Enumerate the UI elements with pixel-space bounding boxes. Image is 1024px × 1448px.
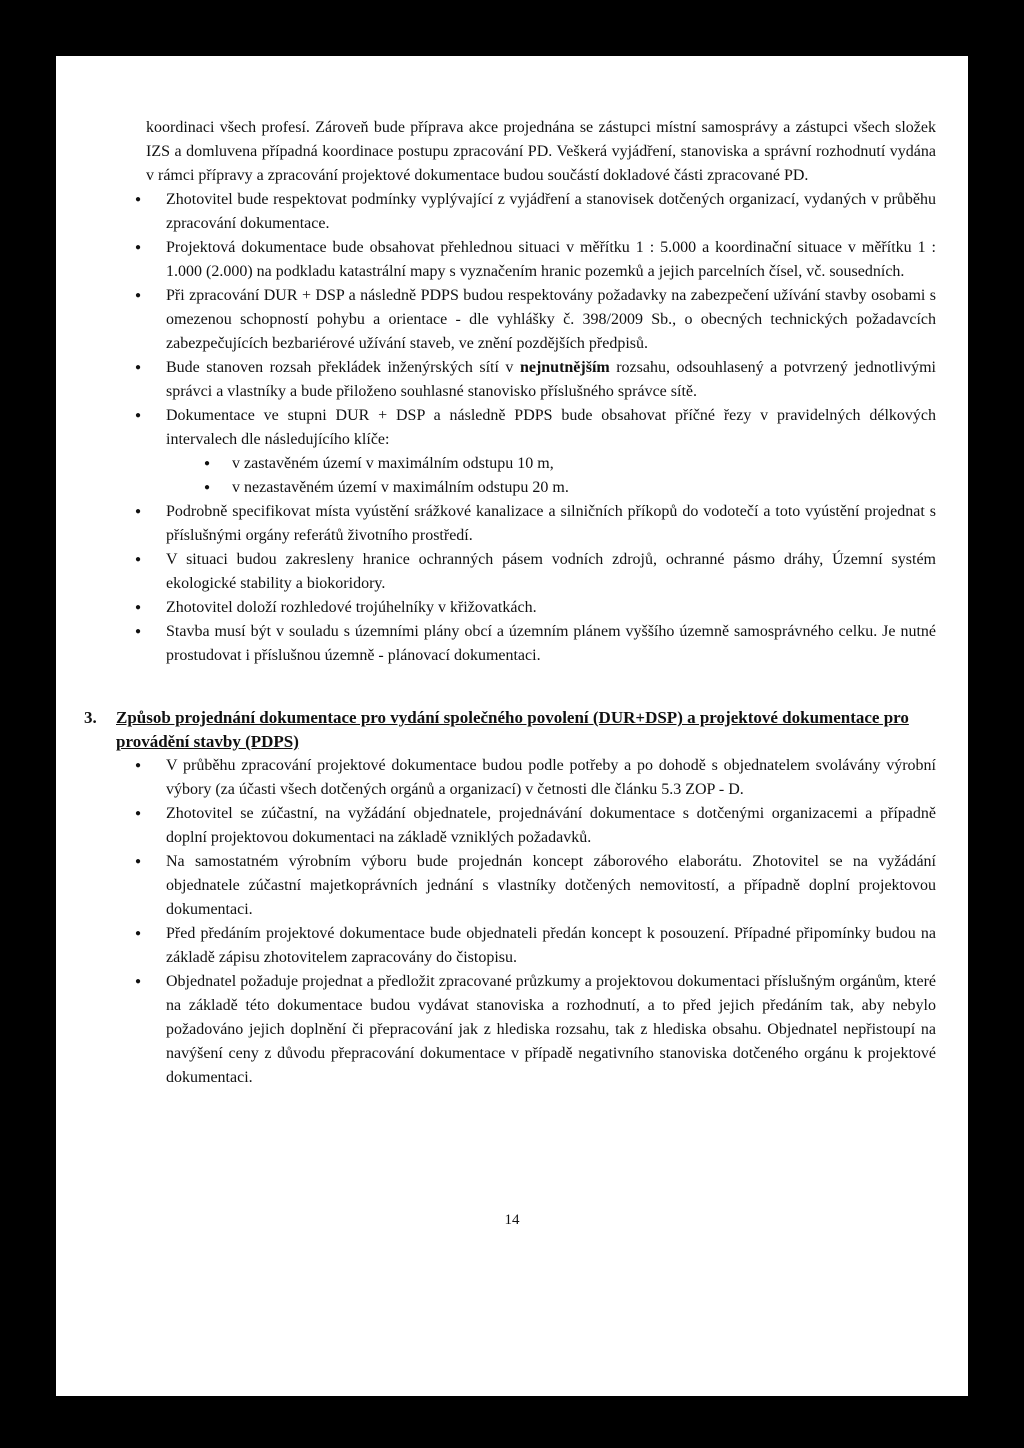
interval-sublist: [166, 452, 936, 500]
list-item: ● Na samostatném výrobním výboru bude projednán koncept záborového elaborátu. Zhotovitel se na vyžádání objednatele zúčastní majetkoprávních jednání s vlastníky dotčených nemovitostí, a případně doplní projektovou dokumentaci.: [146, 850, 936, 922]
list-item: ● Podrobně specifikovat místa vyústění srážkové kanalizace a silničních příkopů do vodotečí a toto vyústění projednat s příslušnými orgány referátů životního prostředí.: [146, 500, 936, 548]
document-page: [56, 56, 968, 1396]
section-title: Způsob projednání dokumentace pro vydání společného povolení (DUR+DSP) a projektové dokumentace pro provádění stavby (PDPS): [116, 708, 909, 751]
relocation-emphasis: nejnutnějším: [519, 359, 610, 376]
list-item: ● Před předáním projektové dokumentace bude objednateli předán koncept k posouzení. Případné připomínky budou na základě zápisu zhotovitelem zapracovány do čistopisu.: [146, 922, 936, 970]
requirements-list: [146, 188, 936, 668]
list-item: ● V situaci budou zakresleny hranice ochranných pásem vodních zdrojů, ochranné pásmo dráhy, Územní systém ekologické stability a biokoridory.: [146, 548, 936, 596]
list-item-relocation: [146, 356, 936, 404]
section-number: 3.: [84, 708, 97, 727]
list-item: ● Při zpracování DUR + DSP a následně PDPS budou respektovány požadavky na zabezpečení užívání stavby osobami s omezenou schopností pohybu a orientace - dle vyhlášky č. 398/2009 Sb., o obecných technických požadavcích zabezpečujících bezbariérové užívání staveb, ve znění pozdějších předpisů.: [146, 284, 936, 356]
list-item: ● Zhotovitel se zúčastní, na vyžádání objednatele, projednávání dokumentace s dotčenými organizacemi a případně doplní projektovou dokumentaci na základě vzniklých požadavků.: [146, 802, 936, 850]
list-item: ● Projektová dokumentace bude obsahovat přehlednou situaci v měřítku 1 : 5.000 a koordinační situace v měřítku 1 : 1.000 (2.000) na podkladu katastrální mapy s vyznačením hranic pozemků a jejich parcelních čísel, vč. sousedních.: [146, 236, 936, 284]
list-item: ● Zhotovitel doloží rozhledové trojúhelníky v křižovatkách.: [146, 596, 936, 620]
page-number: 14: [504, 1212, 520, 1228]
document-body: [84, 116, 936, 1090]
intro-paragraph: koordinaci všech profesí. Zároveň bude příprava akce projednána se zástupci místní samosprávy a zástupci všech složek IZS a domluvena případná koordinace postupu zpracování PD. Veškerá vyjádření, stanoviska a správní rozhodnutí vydána v rámci přípravy a zpracování projektové dokumentace budou součástí dokladové části zpracované PD.: [146, 119, 936, 184]
relocation-text-before: Bude stanoven rozsah překládek inženýrských sítí v: [166, 359, 520, 376]
section-heading: [76, 706, 936, 754]
cross-sections-text: Dokumentace ve stupni DUR + DSP a následně PDPS bude obsahovat příčné řezy v pravidelných délkových intervalech dle následujícího klíče:: [166, 407, 936, 448]
section-list: [146, 754, 936, 1090]
relocation-text-after: rozsahu, odsouhlasený a potvrzený jednotlivými správci a vlastníky a bude přiloženo souhlasné stanovisko příslušného správce sítě.: [166, 359, 936, 400]
list-item: ● Objednatel požaduje projednat a předložit zpracované průzkumy a projektovou dokumentaci příslušným orgánům, které na základě této dokumentace budou vydávat stanoviska a rozhodnutí, a to před jejich předáním tak, aby nebylo požadováno jejich doplnění či přepracování jak z hlediska rozsahu, tak z hlediska obsahu. Objednatel nepřistoupí na navýšení ceny z důvodu přepracování dokumentace v případě negativního stanoviska dotčeného orgánu k projektové dokumentaci.: [146, 970, 936, 1090]
list-item: ● Zhotovitel bude respektovat podmínky vyplývající z vyjádření a stanovisek dotčených organizací, vydaných v průběhu zpracování dokumentace.: [146, 188, 936, 236]
list-item-cross-sections: [146, 404, 936, 500]
list-item: ● V průběhu zpracování projektové dokumentace budou podle potřeby a po dohodě s objednatelem svolávány výrobní výbory (za účasti všech dotčených orgánů a organizací) v četnosti dle článku 5.3 ZOP - D.: [146, 754, 936, 802]
sub-list-item: ● v nezastavěném území v maximálním odstupu 20 m.: [214, 476, 936, 500]
sub-list-item: ● v zastavěném území v maximálním odstupu 10 m,: [214, 452, 936, 476]
list-item: ● Stavba musí být v souladu s územními plány obcí a územním plánem vyššího územně samosprávného celku. Je nutné prostudovat i příslušnou územně - plánovací dokumentaci.: [146, 620, 936, 668]
